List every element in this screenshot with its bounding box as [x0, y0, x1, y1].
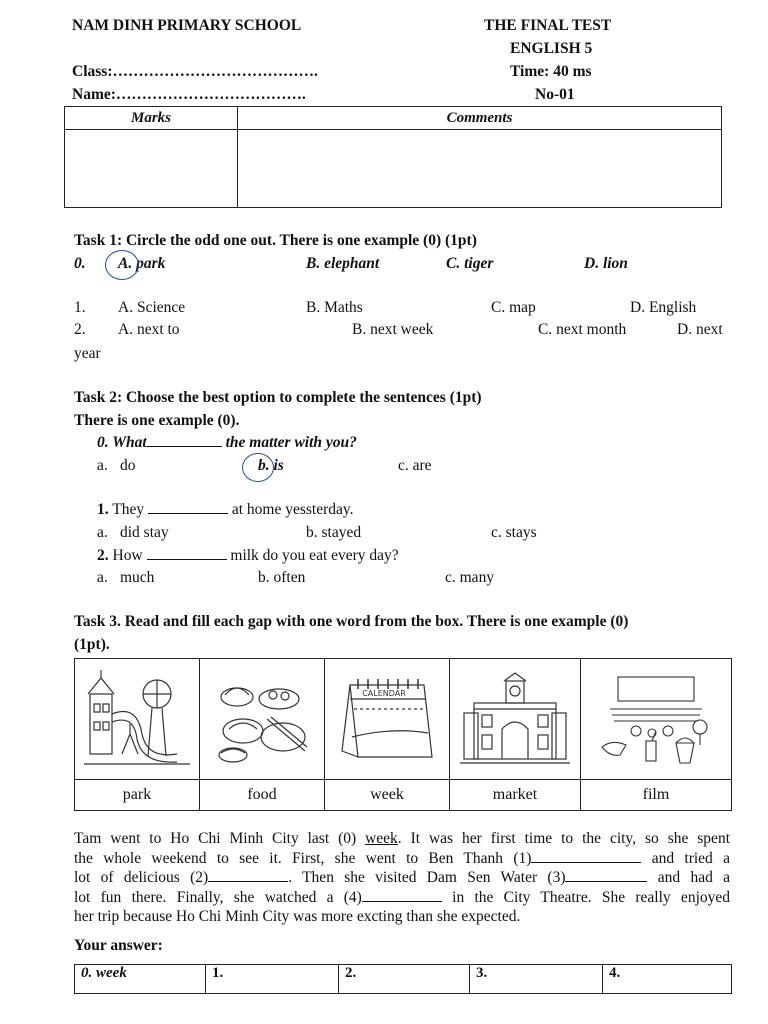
week-picture-cell [325, 659, 450, 780]
blank [147, 547, 227, 560]
answer-circle [105, 250, 139, 280]
word-week: week [325, 780, 450, 811]
answer-cell-0: 0. week [75, 965, 206, 994]
time-label: Time: 40 ms [510, 63, 592, 80]
task1-q2-d: D. next [677, 321, 723, 338]
cinema-icon [596, 669, 716, 769]
task2-q2-pre: How [112, 547, 143, 564]
answer-label: Your answer: [74, 937, 163, 954]
market-picture-cell [450, 659, 581, 780]
task2-q1-post: at home yessterday. [231, 501, 354, 518]
gap-3 [565, 869, 647, 882]
task1-q2-num: 2. [74, 321, 86, 338]
passage-line: the whole weekend to see it. First, she went to Ben Thanh (1) and tried a [74, 849, 730, 867]
task2-q1-b: b. stayed [306, 524, 362, 541]
answer-cell-1[interactable]: 1. [206, 965, 339, 994]
test-title: THE FINAL TEST [484, 17, 612, 34]
passage-line: lot of delicious (2) . Then she visited Dam Sen Water (3) and had a [74, 869, 731, 887]
task2-q2-a: much [120, 569, 155, 586]
subject-title: ENGLISH 5 [510, 40, 593, 57]
gap-4 [362, 889, 442, 902]
task2-q2-sentence [97, 547, 399, 565]
task3-title-line2: (1pt). [74, 636, 110, 653]
task2-example-sentence [97, 434, 357, 452]
calendar-label: CALENDAR [362, 689, 406, 698]
school-name: NAM DINH PRIMARY SCHOOL [72, 17, 302, 34]
task2-q1-a-letter: a. [97, 524, 108, 541]
task1-q1-c: C. map [491, 299, 536, 316]
market-icon [460, 669, 570, 769]
name-field: Name:………………………………. [72, 86, 306, 103]
test-number: No-01 [535, 86, 575, 103]
task1-example-num: 0. [74, 255, 86, 272]
task2-q2-c: c. many [445, 569, 495, 586]
task2-example-a-letter: a. [97, 457, 108, 474]
task1-q2-d-cont: year [74, 345, 101, 362]
task1-q2-c: C. next month [538, 321, 627, 338]
word-market: market [450, 780, 581, 811]
answer-cell-2[interactable]: 2. [339, 965, 470, 994]
passage-line: her trip because Ho Chi Minh City was more excting than she expected. [74, 908, 521, 926]
task1-q1-a: A. Science [118, 299, 186, 316]
food-icon [207, 669, 317, 769]
gap-1 [531, 850, 641, 863]
park-picture-cell [75, 659, 200, 780]
gap-2 [208, 869, 288, 882]
task2-q2-a-letter: a. [97, 569, 108, 586]
answer-table [74, 964, 732, 994]
task2-q1-sentence [97, 501, 354, 519]
task1-example-c: C. tiger [446, 255, 494, 272]
task2-example-a: do [120, 457, 136, 474]
task1-q1-num: 1. [74, 299, 86, 316]
food-picture-cell [200, 659, 325, 780]
word-film: film [581, 780, 732, 811]
task3-title-line1: Task 3. Read and fill each gap with one word from the box. There is one example (0) [74, 613, 629, 630]
task1-title: Task 1: Circle the odd one out. There is one example (0) (1pt) [74, 232, 477, 249]
task2-example-c: c. are [398, 457, 432, 474]
task2-q2-b: b. often [258, 569, 306, 586]
blank [147, 434, 222, 447]
word-box-table [74, 658, 732, 811]
marks-header: Marks [65, 107, 238, 130]
task2-q2-post: milk do you eat every day? [230, 547, 399, 564]
marks-cell [65, 130, 238, 208]
answer-cell-3[interactable]: 3. [470, 965, 603, 994]
answer-cell-4[interactable]: 4. [603, 965, 732, 994]
task2-example-num: 0. [97, 434, 109, 451]
word-park: park [75, 780, 200, 811]
task1-q2-a: A. next to [118, 321, 180, 338]
answer-circle [242, 453, 274, 482]
task2-q2-num: 2. [97, 547, 109, 564]
comments-cell [238, 130, 722, 208]
task2-q1-pre: They [112, 501, 145, 518]
task1-example-b: B. elephant [306, 255, 380, 272]
calendar-icon [332, 669, 442, 769]
task1-example-d: D. lion [584, 255, 628, 272]
passage-line: lot fun there. Finally, she watched a (4) in the City Theatre. She really enjoyed [74, 888, 731, 906]
task2-q1-c: c. stays [491, 524, 537, 541]
task2-title: Task 2: Choose the best option to complete the sentences (1pt) [74, 389, 482, 406]
task1-example-a: A. park [118, 255, 166, 272]
task2-q1-a: did stay [120, 524, 169, 541]
reading-passage [74, 829, 730, 927]
example-answer-week: week [365, 830, 398, 847]
blank [148, 501, 228, 514]
task2-q1-num: 1. [97, 501, 109, 518]
task1-q1-d: D. English [630, 299, 697, 316]
task1-q2-b: B. next week [352, 321, 434, 338]
task2-example-pre: What [112, 434, 147, 451]
film-picture-cell [581, 659, 732, 780]
passage-line: Tam went to Ho Chi Minh City last (0) week. It was her first time to the city, so she spent [74, 830, 730, 847]
task2-example-post: the matter with you? [225, 434, 357, 451]
class-field: Class:…………………………………. [72, 63, 318, 80]
comments-header: Comments [238, 107, 722, 130]
word-food: food [200, 780, 325, 811]
park-icon [82, 664, 192, 774]
task2-subtitle: There is one example (0). [74, 412, 240, 429]
marks-table [64, 106, 722, 208]
task2-example-b: b. is [258, 457, 284, 474]
task1-q1-b: B. Maths [306, 299, 363, 316]
